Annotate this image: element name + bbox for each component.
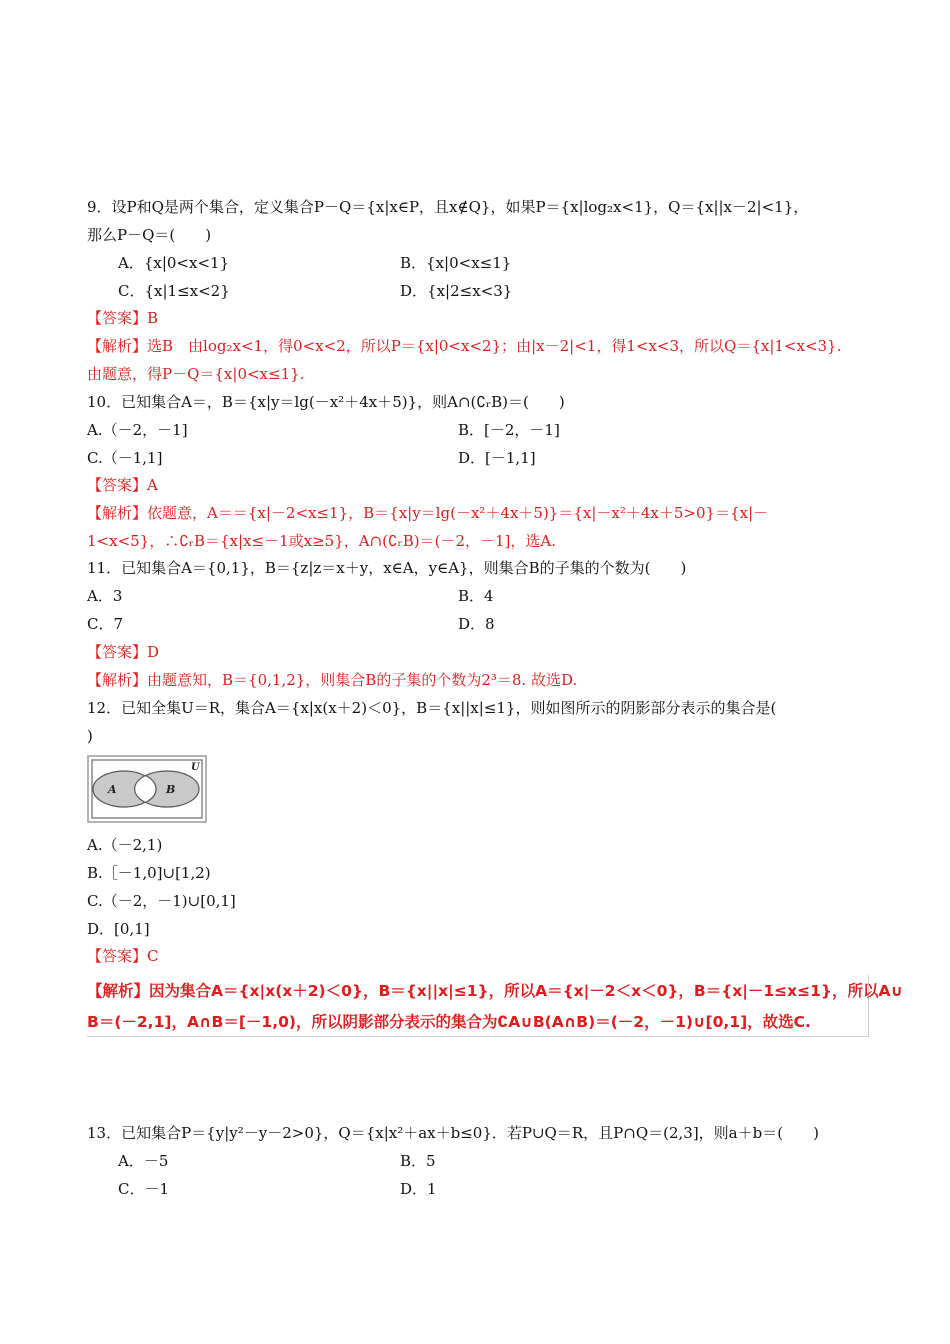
q9-option-a: A．{x|0<x<1} xyxy=(118,254,230,272)
q12-analysis-line2: B＝(－2,1]，A∩B＝[－1,0)，所以阴影部分表示的集合为∁A∪B(A∩B)＝(－2，－1)∪[0,1]，故选C. xyxy=(87,1013,811,1031)
q9-option-d: D．{x|2≤x<3} xyxy=(400,282,513,300)
venn-diagram xyxy=(87,755,207,823)
analysis-tag: 【解析】 xyxy=(87,337,148,355)
q12-analysis-line1: 【解析】因为集合A＝{x|x(x＋2)＜0}，B＝{x||x|≤1}，所以A＝{x|－2＜x＜0}，B＝{x|－1≤x≤1}，所以A∪ xyxy=(87,982,904,1000)
q12-stem-line2: ) xyxy=(87,727,93,745)
q9-stem-line2: 那么P－Q＝( ) xyxy=(87,226,212,244)
q9-analysis-line2: 由题意，得P－Q＝{x|0<x≤1}. xyxy=(87,365,305,383)
q9-stem-line1: 9．设P和Q是两个集合，定义集合P－Q＝{x|x∈P，且x∉Q}，如果P＝{x|log₂x<1}，Q＝{x||x－2|<1}， xyxy=(87,198,809,216)
q11-stem: 11．已知集合A＝{0,1}，B＝{z|z＝x＋y，x∈A，y∈A}，则集合B的子集的个数为( ) xyxy=(87,559,687,577)
answer-tag: 【答案】 xyxy=(87,643,148,661)
q12-option-c: C.（－2，－1)∪[0,1] xyxy=(87,892,236,910)
q12-option-b: B.［－1,0]∪[1,2) xyxy=(87,864,211,882)
analysis-text: 选B 由log₂x<1，得0<x<2，所以P＝{x|0<x<2}；由|x－2|<1，得1<x<3，所以Q＝{x|1<x<3}. xyxy=(147,337,842,355)
q13-option-a: A．－5 xyxy=(118,1152,169,1170)
q11-option-a: A．3 xyxy=(87,587,123,605)
analysis-text: 依题意，A＝＝{x|－2<x≤1}，B＝{x|y＝lg(－x²＋4x＋5)}＝{x|－x²＋4x＋5>0}＝{x|－ xyxy=(147,504,769,522)
answer-value: C xyxy=(147,947,159,965)
q11-option-d: D．8 xyxy=(458,615,495,633)
q10-option-d: D．[－1,1] xyxy=(458,449,536,467)
venn-svg xyxy=(87,755,207,823)
venn-label-a: A xyxy=(108,783,117,796)
answer-tag: 【答案】 xyxy=(87,476,148,494)
analysis-tag: 【解析】 xyxy=(87,504,148,522)
q10-option-c: C.（－1,1] xyxy=(87,449,163,467)
q12-stem-line1: 12．已知全集U＝R，集合A＝{x|x(x＋2)＜0}，B＝{x||x|≤1}，则如图所示的阴影部分表示的集合是( xyxy=(87,699,777,717)
q11-option-b: B．4 xyxy=(458,587,494,605)
q9-option-c: C．{x|1≤x<2} xyxy=(118,282,230,300)
q11-option-c: C．7 xyxy=(87,615,124,633)
q10-stem: 10．已知集合A＝，B＝{x|y＝lg(－x²＋4x＋5)}，则A∩(∁ᵣB)＝( ) xyxy=(87,393,565,411)
q10-option-b: B．[－2，－1] xyxy=(458,421,560,439)
answer-tag: 【答案】 xyxy=(87,947,148,965)
answer-value: B xyxy=(147,309,159,327)
q11-answer xyxy=(87,642,159,662)
q13-option-b: B．5 xyxy=(400,1152,436,1170)
q13-option-d: D．1 xyxy=(400,1180,437,1198)
q13-option-c: C．－1 xyxy=(118,1180,170,1198)
q9-analysis-line1 xyxy=(87,336,841,356)
q10-answer xyxy=(87,475,158,495)
q9-answer xyxy=(87,308,158,328)
q10-analysis-line1 xyxy=(87,503,768,523)
venn-label-b: B xyxy=(166,783,176,796)
venn-label-u: U xyxy=(191,762,200,773)
q9-option-b: B．{x|0<x≤1} xyxy=(400,254,512,272)
q12-option-d: D．[0,1] xyxy=(87,920,150,938)
q13-stem: 13．已知集合P＝{y|y²－y－2>0}，Q＝{x|x²＋ax＋b≤0}．若P∪Q＝R，且P∩Q＝(2,3]，则a＋b＝( ) xyxy=(87,1124,819,1142)
q12-answer xyxy=(87,946,159,966)
q12-option-a: A.（－2,1) xyxy=(87,836,163,854)
answer-tag: 【答案】 xyxy=(87,309,148,327)
q11-analysis xyxy=(87,670,577,690)
analysis-tag: 【解析】 xyxy=(87,671,148,689)
answer-value: A xyxy=(147,476,158,494)
answer-value: D xyxy=(147,643,160,661)
analysis-text: 由题意知，B＝{0,1,2}，则集合B的子集的个数为2³＝8. 故选D. xyxy=(147,671,578,689)
q10-analysis-line2: 1<x<5}，∴∁ᵣB＝{x|x≤－1或x≥5}，A∩(∁ᵣB)＝(－2，－1]，选A. xyxy=(87,532,557,550)
q10-option-a: A.（－2，－1] xyxy=(87,421,188,439)
q12-analysis-box xyxy=(87,975,904,1037)
